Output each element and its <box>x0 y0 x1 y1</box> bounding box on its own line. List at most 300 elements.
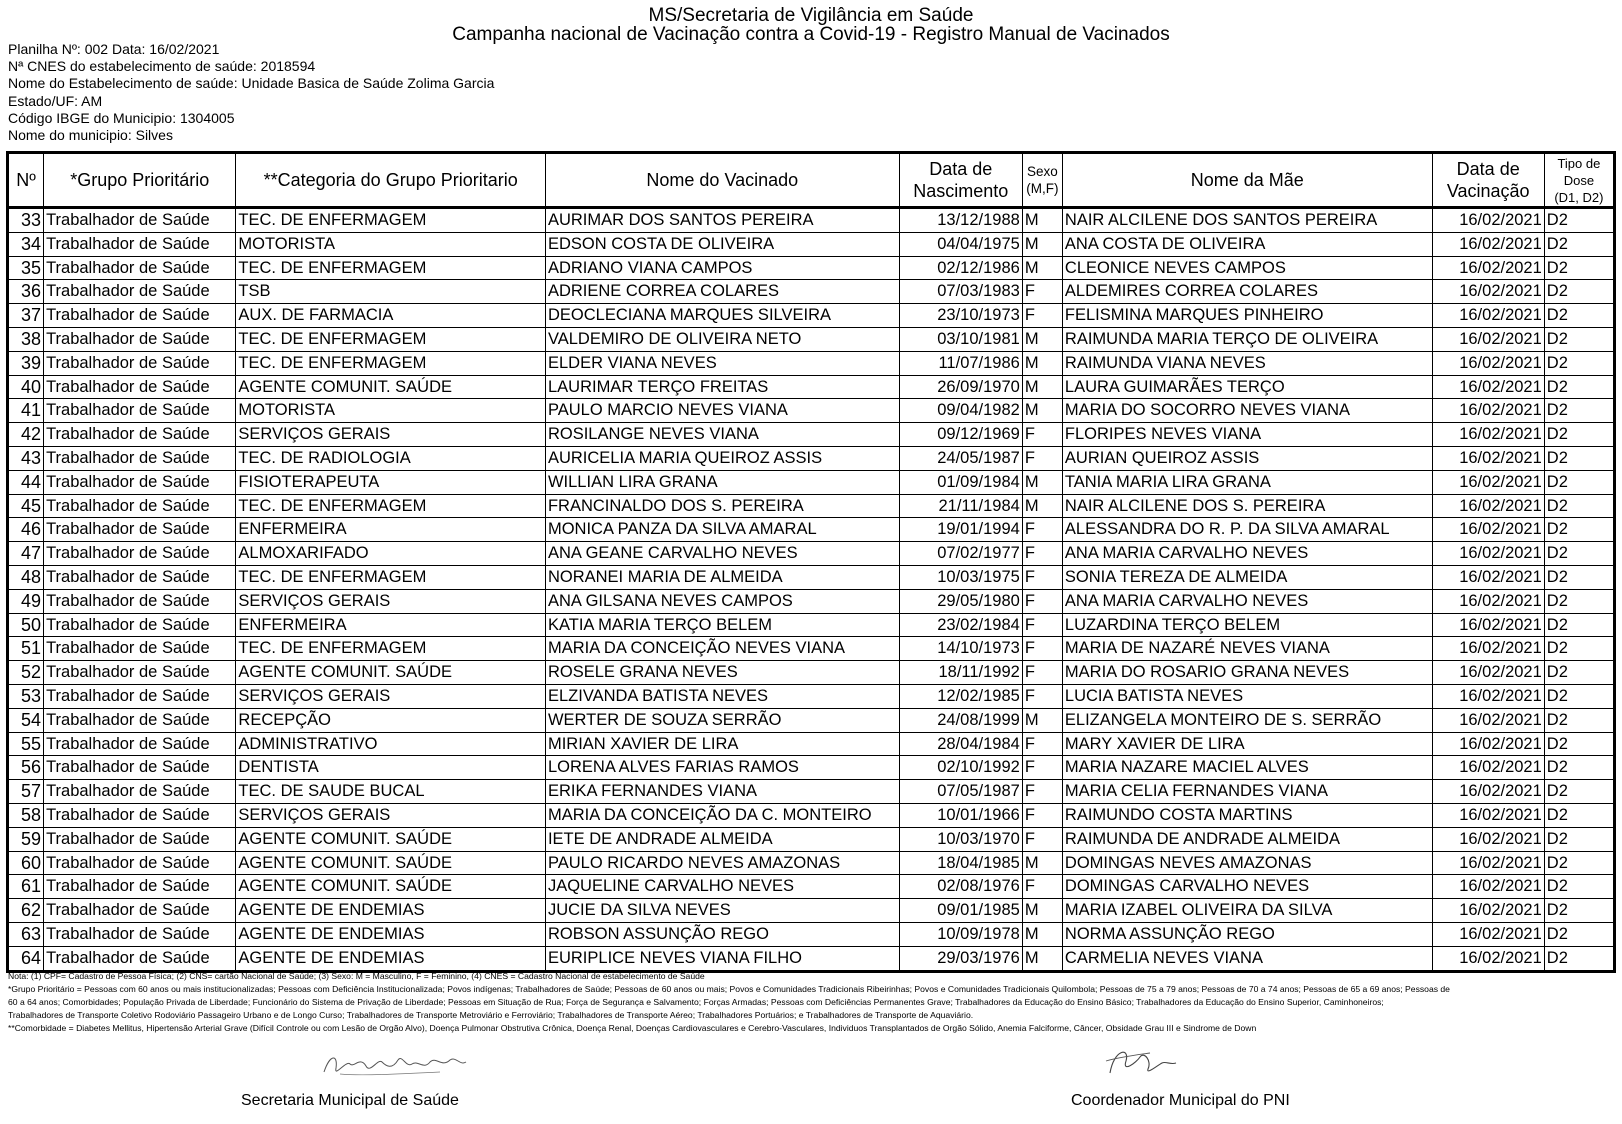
cell-categoria: SERVIÇOS GERAIS <box>236 423 546 447</box>
cell-dose: D2 <box>1544 899 1614 923</box>
cell-vacinacao: 16/02/2021 <box>1432 756 1544 780</box>
cell-num: 63 <box>8 922 44 946</box>
cell-nascimento: 10/01/1966 <box>899 803 1022 827</box>
cell-dose: D2 <box>1544 946 1614 971</box>
cell-grupo: Trabalhador de Saúde <box>44 589 236 613</box>
meta-municipio: Nome do municipio: Silves <box>8 127 173 144</box>
cell-categoria: AGENTE COMUNIT. SAÚDE <box>236 661 546 685</box>
cell-mae: ALDEMIRES CORREA COLARES <box>1062 280 1432 304</box>
cell-nome: PAULO RICARDO NEVES AMAZONAS <box>545 851 899 875</box>
cell-nascimento: 07/02/1977 <box>899 542 1022 566</box>
footnote-line: 60 a 64 anos; Comorbidades; População Privada de Liberdade; Funcionário do Sistema de Privação de Liberdade; Pessoas em Situação de Rua; Força de Segurança e Salvamento; Forças Armadas; Pessoas com Deficiências Permanentes Grave; Trabalhadores da Educação do Ensino Básico; Trabalhadores da Educação do Ensino Superior, Caminhoneiros; <box>8 997 1384 1008</box>
cell-vacinacao: 16/02/2021 <box>1432 827 1544 851</box>
cell-grupo: Trabalhador de Saúde <box>44 708 236 732</box>
table-row <box>8 875 1615 899</box>
cell-grupo: Trabalhador de Saúde <box>44 494 236 518</box>
cell-nome: ELDER VIANA NEVES <box>545 351 899 375</box>
cell-grupo: Trabalhador de Saúde <box>44 351 236 375</box>
cell-sexo: F <box>1022 827 1062 851</box>
cell-nome: EURIPLICE NEVES VIANA FILHO <box>545 946 899 971</box>
cell-mae: FELISMINA MARQUES PINHEIRO <box>1062 304 1432 328</box>
cell-nome: ROBSON ASSUNÇÃO REGO <box>545 922 899 946</box>
cell-categoria: AGENTE COMUNIT. SAÚDE <box>236 375 546 399</box>
cell-sexo: F <box>1022 446 1062 470</box>
table-row <box>8 280 1615 304</box>
cell-grupo: Trabalhador de Saúde <box>44 446 236 470</box>
signature-right-handwriting <box>1100 1043 1180 1083</box>
cell-vacinacao: 16/02/2021 <box>1432 922 1544 946</box>
cell-vacinacao: 16/02/2021 <box>1432 589 1544 613</box>
table-row <box>8 256 1615 280</box>
header-line-2: Campanha nacional de Vacinação contra a Covid-19 - Registro Manual de Vacinados <box>452 24 1170 45</box>
cell-mae: MARIA NAZARE MACIEL ALVES <box>1062 756 1432 780</box>
cell-sexo: F <box>1022 423 1062 447</box>
cell-sexo: F <box>1022 304 1062 328</box>
cell-num: 42 <box>8 423 44 447</box>
meta-block <box>8 41 494 144</box>
col-header-sexo-line1: Sexo <box>1026 164 1058 179</box>
cell-nascimento: 10/03/1970 <box>899 827 1022 851</box>
cell-mae: RAIMUNDO COSTA MARTINS <box>1062 803 1432 827</box>
cell-vacinacao: 16/02/2021 <box>1432 518 1544 542</box>
cell-num: 55 <box>8 732 44 756</box>
cell-sexo: M <box>1022 232 1062 256</box>
cell-dose: D2 <box>1544 256 1614 280</box>
cell-num: 37 <box>8 304 44 328</box>
cell-vacinacao: 16/02/2021 <box>1432 351 1544 375</box>
cell-sexo: M <box>1022 922 1062 946</box>
cell-num: 50 <box>8 613 44 637</box>
cell-vacinacao: 16/02/2021 <box>1432 470 1544 494</box>
cell-dose: D2 <box>1544 327 1614 351</box>
cell-grupo: Trabalhador de Saúde <box>44 946 236 971</box>
cell-categoria: TEC. DE ENFERMAGEM <box>236 256 546 280</box>
cell-dose: D2 <box>1544 732 1614 756</box>
cell-grupo: Trabalhador de Saúde <box>44 470 236 494</box>
cell-vacinacao: 16/02/2021 <box>1432 494 1544 518</box>
cell-sexo: F <box>1022 565 1062 589</box>
cell-grupo: Trabalhador de Saúde <box>44 613 236 637</box>
table-row <box>8 446 1615 470</box>
cell-mae: ANA COSTA DE OLIVEIRA <box>1062 232 1432 256</box>
cell-vacinacao: 16/02/2021 <box>1432 661 1544 685</box>
col-header-nome: Nome do Vacinado <box>545 153 899 208</box>
cell-nome: EDSON COSTA DE OLIVEIRA <box>545 232 899 256</box>
cell-grupo: Trabalhador de Saúde <box>44 208 236 233</box>
cell-dose: D2 <box>1544 589 1614 613</box>
table-row <box>8 613 1615 637</box>
cell-nome: ROSILANGE NEVES VIANA <box>545 423 899 447</box>
cell-nome: LORENA ALVES FARIAS RAMOS <box>545 756 899 780</box>
table-row <box>8 518 1615 542</box>
cell-sexo: M <box>1022 375 1062 399</box>
table-row <box>8 542 1615 566</box>
cell-num: 47 <box>8 542 44 566</box>
table-row <box>8 684 1615 708</box>
table-row <box>8 732 1615 756</box>
cell-nascimento: 02/12/1986 <box>899 256 1022 280</box>
table-row <box>8 851 1615 875</box>
col-header-categoria: **Categoria do Grupo Prioritario <box>236 153 546 208</box>
footnote-line: **Comorbidade = Diabetes Mellitus, Hipertensão Arterial Grave (Difícil Controle ou com Lesão de Orgão Alvo), Doença Pulmonar Obstrutiva Crônica, Doença Renal, Doenças Cardiovasculares e Cerebro-Vasculares, Individuos Transplantados de Orgão Sólido, Anemia Falciforme, Câncer, Obsidade Grau III e Sindrome de Down <box>8 1023 1257 1034</box>
cell-num: 41 <box>8 399 44 423</box>
cell-nome: ADRIENE CORREA COLARES <box>545 280 899 304</box>
cell-dose: D2 <box>1544 470 1614 494</box>
cell-vacinacao: 16/02/2021 <box>1432 542 1544 566</box>
table-row <box>8 899 1615 923</box>
table-row <box>8 589 1615 613</box>
cell-categoria: MOTORISTA <box>236 399 546 423</box>
cell-vacinacao: 16/02/2021 <box>1432 208 1544 233</box>
cell-mae: MARIA CELIA FERNANDES VIANA <box>1062 780 1432 804</box>
cell-sexo: F <box>1022 780 1062 804</box>
document-header <box>0 6 1622 44</box>
col-header-dose-line2: Dose <box>1563 172 1595 188</box>
cell-grupo: Trabalhador de Saúde <box>44 542 236 566</box>
col-header-vac-line2: Vacinação <box>1446 181 1530 201</box>
cell-nome: ERIKA FERNANDES VIANA <box>545 780 899 804</box>
cell-vacinacao: 16/02/2021 <box>1432 851 1544 875</box>
cell-nome: FRANCINALDO DOS S. PEREIRA <box>545 494 899 518</box>
cell-grupo: Trabalhador de Saúde <box>44 780 236 804</box>
cell-vacinacao: 16/02/2021 <box>1432 423 1544 447</box>
col-header-grupo: *Grupo Prioritário <box>44 153 236 208</box>
cell-nascimento: 28/04/1984 <box>899 732 1022 756</box>
cell-nome: MARIA DA CONCEIÇÃO NEVES VIANA <box>545 637 899 661</box>
cell-mae: RAIMUNDA VIANA NEVES <box>1062 351 1432 375</box>
cell-grupo: Trabalhador de Saúde <box>44 637 236 661</box>
cell-grupo: Trabalhador de Saúde <box>44 875 236 899</box>
table-row <box>8 494 1615 518</box>
cell-nascimento: 07/05/1987 <box>899 780 1022 804</box>
cell-mae: SONIA TEREZA DE ALMEIDA <box>1062 565 1432 589</box>
cell-categoria: FISIOTERAPEUTA <box>236 470 546 494</box>
cell-num: 45 <box>8 494 44 518</box>
cell-num: 59 <box>8 827 44 851</box>
cell-nascimento: 09/12/1969 <box>899 423 1022 447</box>
footnote-line: Nota: (1) CPF= Cadastro de Pessoa Física; (2) CNS= cartão Nacional de Saúde; (3) Sexo: M = Masculino, F = Feminino, (4) CNES = Cadastro Nacional de estabelecimento de Saúde <box>8 971 705 981</box>
cell-nome: AURIMAR DOS SANTOS PEREIRA <box>545 208 899 233</box>
cell-sexo: M <box>1022 708 1062 732</box>
cell-mae: MARIA DO ROSARIO GRANA NEVES <box>1062 661 1432 685</box>
cell-num: 56 <box>8 756 44 780</box>
cell-num: 49 <box>8 589 44 613</box>
cell-vacinacao: 16/02/2021 <box>1432 899 1544 923</box>
cell-categoria: AGENTE DE ENDEMIAS <box>236 946 546 971</box>
cell-num: 36 <box>8 280 44 304</box>
cell-num: 52 <box>8 661 44 685</box>
cell-nascimento: 29/05/1980 <box>899 589 1022 613</box>
cell-nascimento: 09/01/1985 <box>899 899 1022 923</box>
cell-grupo: Trabalhador de Saúde <box>44 899 236 923</box>
cell-grupo: Trabalhador de Saúde <box>44 399 236 423</box>
cell-dose: D2 <box>1544 780 1614 804</box>
cell-mae: ELIZANGELA MONTEIRO DE S. SERRÃO <box>1062 708 1432 732</box>
cell-dose: D2 <box>1544 684 1614 708</box>
cell-mae: DOMINGAS CARVALHO NEVES <box>1062 875 1432 899</box>
cell-vacinacao: 16/02/2021 <box>1432 565 1544 589</box>
cell-nascimento: 29/03/1976 <box>899 946 1022 971</box>
cell-dose: D2 <box>1544 232 1614 256</box>
col-header-dose-line1: Tipo de <box>1557 155 1601 171</box>
cell-vacinacao: 16/02/2021 <box>1432 304 1544 328</box>
cell-dose: D2 <box>1544 446 1614 470</box>
cell-vacinacao: 16/02/2021 <box>1432 613 1544 637</box>
cell-sexo: F <box>1022 732 1062 756</box>
cell-nascimento: 10/03/1975 <box>899 565 1022 589</box>
cell-vacinacao: 16/02/2021 <box>1432 875 1544 899</box>
cell-sexo: M <box>1022 470 1062 494</box>
footnote-line: *Grupo Prioritário = Pessoas com 60 anos ou mais institucionalizadas; Pessoas com Deficiência Institucionalizada; Povos indígenas; Trabalhadores de Saúde; Pessoas de 60 anos ou mais; Povos e Comunidades Tradicionais Ribeirinhas; Povos e Comunidades Tradicionais Quilombola; Pessoas de 75 a 79 anos; Pessoas de 70 a 74 anos; Pessoas de 65 a 69 anos; Pessoas de <box>8 984 1450 995</box>
cell-mae: MARIA DO SOCORRO NEVES VIANA <box>1062 399 1432 423</box>
cell-nascimento: 09/04/1982 <box>899 399 1022 423</box>
cell-categoria: ENFERMEIRA <box>236 613 546 637</box>
cell-nome: PAULO MARCIO NEVES VIANA <box>545 399 899 423</box>
table-row <box>8 637 1615 661</box>
cell-nascimento: 18/11/1992 <box>899 661 1022 685</box>
cell-nome: JUCIE DA SILVA NEVES <box>545 899 899 923</box>
cell-dose: D2 <box>1544 423 1614 447</box>
col-header-dose <box>1544 153 1614 208</box>
col-header-vac-line1: Data de <box>1456 159 1520 179</box>
cell-dose: D2 <box>1544 304 1614 328</box>
cell-sexo: M <box>1022 899 1062 923</box>
cell-sexo: F <box>1022 542 1062 566</box>
cell-categoria: TEC. DE ENFERMAGEM <box>236 494 546 518</box>
signature-left-handwriting <box>320 1048 470 1082</box>
cell-mae: ANA MARIA CARVALHO NEVES <box>1062 589 1432 613</box>
cell-nome: JAQUELINE CARVALHO NEVES <box>545 875 899 899</box>
cell-nascimento: 07/03/1983 <box>899 280 1022 304</box>
cell-vacinacao: 16/02/2021 <box>1432 375 1544 399</box>
cell-sexo: M <box>1022 256 1062 280</box>
cell-sexo: F <box>1022 589 1062 613</box>
cell-sexo: F <box>1022 661 1062 685</box>
cell-mae: NORMA ASSUNÇÃO REGO <box>1062 922 1432 946</box>
cell-num: 46 <box>8 518 44 542</box>
cell-sexo: M <box>1022 946 1062 971</box>
signature-left-label: Secretaria Municipal de Saúde <box>241 1092 459 1109</box>
cell-vacinacao: 16/02/2021 <box>1432 327 1544 351</box>
cell-categoria: AGENTE COMUNIT. SAÚDE <box>236 875 546 899</box>
cell-grupo: Trabalhador de Saúde <box>44 851 236 875</box>
cell-dose: D2 <box>1544 280 1614 304</box>
col-header-nasc-line1: Data de <box>929 159 993 179</box>
cell-num: 64 <box>8 946 44 971</box>
cell-mae: RAIMUNDA DE ANDRADE ALMEIDA <box>1062 827 1432 851</box>
vaccination-table <box>6 151 1616 973</box>
table-row <box>8 375 1615 399</box>
cell-dose: D2 <box>1544 613 1614 637</box>
cell-nascimento: 04/04/1975 <box>899 232 1022 256</box>
cell-dose: D2 <box>1544 542 1614 566</box>
cell-mae: CARMELIA NEVES VIANA <box>1062 946 1432 971</box>
cell-nascimento: 11/07/1986 <box>899 351 1022 375</box>
cell-categoria: AGENTE COMUNIT. SAÚDE <box>236 827 546 851</box>
table-header-row <box>8 153 1615 208</box>
cell-categoria: SERVIÇOS GERAIS <box>236 803 546 827</box>
table-row <box>8 661 1615 685</box>
cell-sexo: F <box>1022 684 1062 708</box>
cell-num: 60 <box>8 851 44 875</box>
meta-ibge: Código IBGE do Municipio: 1304005 <box>8 109 235 126</box>
cell-num: 62 <box>8 899 44 923</box>
cell-num: 43 <box>8 446 44 470</box>
cell-nascimento: 12/02/1985 <box>899 684 1022 708</box>
cell-num: 35 <box>8 256 44 280</box>
col-header-vacinacao <box>1432 153 1544 208</box>
cell-mae: RAIMUNDA MARIA TERÇO DE OLIVEIRA <box>1062 327 1432 351</box>
cell-categoria: TEC. DE ENFERMAGEM <box>236 351 546 375</box>
cell-num: 38 <box>8 327 44 351</box>
cell-nascimento: 19/01/1994 <box>899 518 1022 542</box>
cell-dose: D2 <box>1544 565 1614 589</box>
cell-categoria: SERVIÇOS GERAIS <box>236 684 546 708</box>
cell-num: 33 <box>8 208 44 233</box>
cell-mae: ANA MARIA CARVALHO NEVES <box>1062 542 1432 566</box>
cell-vacinacao: 16/02/2021 <box>1432 780 1544 804</box>
cell-dose: D2 <box>1544 661 1614 685</box>
cell-categoria: TSB <box>236 280 546 304</box>
cell-vacinacao: 16/02/2021 <box>1432 256 1544 280</box>
cell-sexo: M <box>1022 851 1062 875</box>
cell-vacinacao: 16/02/2021 <box>1432 684 1544 708</box>
signature-right-label: Coordenador Municipal do PNI <box>1071 1092 1290 1109</box>
cell-categoria: AUX. DE FARMACIA <box>236 304 546 328</box>
cell-nascimento: 13/12/1988 <box>899 208 1022 233</box>
cell-mae: TANIA MARIA LIRA GRANA <box>1062 470 1432 494</box>
table-row <box>8 780 1615 804</box>
cell-mae: NAIR ALCILENE DOS SANTOS PEREIRA <box>1062 208 1432 233</box>
cell-mae: MARY XAVIER DE LIRA <box>1062 732 1432 756</box>
cell-vacinacao: 16/02/2021 <box>1432 280 1544 304</box>
cell-nome: MONICA PANZA DA SILVA AMARAL <box>545 518 899 542</box>
cell-dose: D2 <box>1544 922 1614 946</box>
cell-mae: DOMINGAS NEVES AMAZONAS <box>1062 851 1432 875</box>
cell-nascimento: 26/09/1970 <box>899 375 1022 399</box>
cell-mae: AURIAN QUEIROZ ASSIS <box>1062 446 1432 470</box>
cell-num: 44 <box>8 470 44 494</box>
cell-nome: ELZIVANDA BATISTA NEVES <box>545 684 899 708</box>
cell-categoria: TEC. DE RADIOLOGIA <box>236 446 546 470</box>
table-row <box>8 423 1615 447</box>
cell-grupo: Trabalhador de Saúde <box>44 375 236 399</box>
cell-sexo: F <box>1022 875 1062 899</box>
cell-num: 51 <box>8 637 44 661</box>
cell-categoria: TEC. DE ENFERMAGEM <box>236 637 546 661</box>
cell-categoria: TEC. DE ENFERMAGEM <box>236 208 546 233</box>
cell-nome: ADRIANO VIANA CAMPOS <box>545 256 899 280</box>
cell-categoria: TEC. DE SAUDE BUCAL <box>236 780 546 804</box>
cell-grupo: Trabalhador de Saúde <box>44 684 236 708</box>
cell-mae: LUCIA BATISTA NEVES <box>1062 684 1432 708</box>
cell-nascimento: 23/10/1973 <box>899 304 1022 328</box>
cell-dose: D2 <box>1544 875 1614 899</box>
cell-nome: WERTER DE SOUZA SERRÃO <box>545 708 899 732</box>
table-row <box>8 304 1615 328</box>
table-row <box>8 708 1615 732</box>
cell-grupo: Trabalhador de Saúde <box>44 518 236 542</box>
cell-num: 34 <box>8 232 44 256</box>
cell-dose: D2 <box>1544 803 1614 827</box>
table-row <box>8 399 1615 423</box>
cell-num: 48 <box>8 565 44 589</box>
table-row <box>8 565 1615 589</box>
cell-vacinacao: 16/02/2021 <box>1432 803 1544 827</box>
cell-nascimento: 03/10/1981 <box>899 327 1022 351</box>
table-row <box>8 327 1615 351</box>
cell-nascimento: 23/02/1984 <box>899 613 1022 637</box>
cell-nascimento: 02/10/1992 <box>899 756 1022 780</box>
cell-grupo: Trabalhador de Saúde <box>44 732 236 756</box>
cell-categoria: DENTISTA <box>236 756 546 780</box>
cell-num: 53 <box>8 684 44 708</box>
cell-grupo: Trabalhador de Saúde <box>44 661 236 685</box>
cell-dose: D2 <box>1544 756 1614 780</box>
cell-mae: MARIA DE NAZARÉ NEVES VIANA <box>1062 637 1432 661</box>
cell-vacinacao: 16/02/2021 <box>1432 232 1544 256</box>
cell-grupo: Trabalhador de Saúde <box>44 827 236 851</box>
col-header-sexo <box>1022 153 1062 208</box>
cell-mae: FLORIPES NEVES VIANA <box>1062 423 1432 447</box>
cell-mae: CLEONICE NEVES CAMPOS <box>1062 256 1432 280</box>
cell-nome: ANA GILSANA NEVES CAMPOS <box>545 589 899 613</box>
col-header-sexo-line2: (M,F) <box>1026 181 1059 196</box>
cell-vacinacao: 16/02/2021 <box>1432 446 1544 470</box>
cell-sexo: F <box>1022 613 1062 637</box>
cell-categoria: ALMOXARIFADO <box>236 542 546 566</box>
cell-num: 58 <box>8 803 44 827</box>
cell-num: 61 <box>8 875 44 899</box>
vaccination-table-wrapper <box>6 151 1616 973</box>
cell-sexo: F <box>1022 637 1062 661</box>
cell-categoria: MOTORISTA <box>236 232 546 256</box>
cell-sexo: M <box>1022 351 1062 375</box>
cell-sexo: M <box>1022 399 1062 423</box>
cell-num: 39 <box>8 351 44 375</box>
cell-sexo: F <box>1022 803 1062 827</box>
cell-categoria: AGENTE DE ENDEMIAS <box>236 899 546 923</box>
table-row <box>8 922 1615 946</box>
cell-dose: D2 <box>1544 375 1614 399</box>
cell-dose: D2 <box>1544 827 1614 851</box>
cell-nascimento: 18/04/1985 <box>899 851 1022 875</box>
cell-sexo: M <box>1022 494 1062 518</box>
cell-nascimento: 10/09/1978 <box>899 922 1022 946</box>
meta-planilha: Planilha Nº: 002 Data: 16/02/2021 <box>8 41 220 57</box>
cell-dose: D2 <box>1544 708 1614 732</box>
cell-nome: ROSELE GRANA NEVES <box>545 661 899 685</box>
cell-dose: D2 <box>1544 637 1614 661</box>
cell-categoria: AGENTE COMUNIT. SAÚDE <box>236 851 546 875</box>
cell-nascimento: 21/11/1984 <box>899 494 1022 518</box>
cell-categoria: ADMINISTRATIVO <box>236 732 546 756</box>
cell-num: 40 <box>8 375 44 399</box>
cell-nome: NORANEI MARIA DE ALMEIDA <box>545 565 899 589</box>
cell-nome: MIRIAN XAVIER DE LIRA <box>545 732 899 756</box>
cell-sexo: F <box>1022 280 1062 304</box>
cell-nascimento: 02/08/1976 <box>899 875 1022 899</box>
cell-categoria: TEC. DE ENFERMAGEM <box>236 565 546 589</box>
table-row <box>8 827 1615 851</box>
col-header-nascimento <box>899 153 1022 208</box>
cell-sexo: M <box>1022 327 1062 351</box>
cell-dose: D2 <box>1544 518 1614 542</box>
cell-vacinacao: 16/02/2021 <box>1432 708 1544 732</box>
cell-grupo: Trabalhador de Saúde <box>44 304 236 328</box>
cell-dose: D2 <box>1544 851 1614 875</box>
cell-nome: WILLIAN LIRA GRANA <box>545 470 899 494</box>
